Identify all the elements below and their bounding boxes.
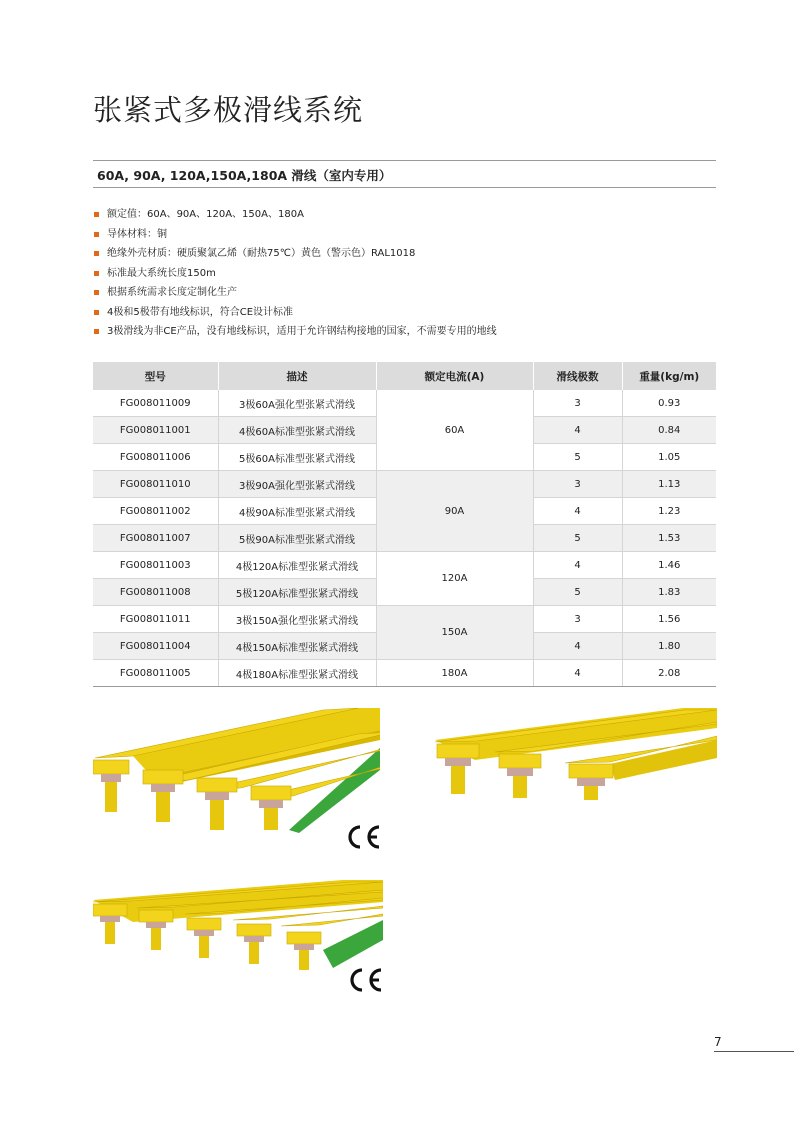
cell-weight: 1.46 [622, 552, 716, 579]
cell-poles: 4 [533, 417, 622, 444]
feature-item [93, 283, 497, 303]
bullet-icon [94, 271, 99, 276]
cell-weight: 2.08 [622, 660, 716, 687]
feature-item [93, 322, 497, 342]
feature-text: 4极和5极带有地线标识，符合CE设计标准 [107, 306, 294, 318]
cell-poles: 3 [533, 606, 622, 633]
cell-poles: 5 [533, 525, 622, 552]
feature-item [93, 225, 497, 245]
bullet-icon [94, 329, 99, 334]
spec-table [93, 362, 716, 687]
cell-poles: 3 [533, 390, 622, 417]
cell-weight: 1.13 [622, 471, 716, 498]
rail-4pole-image [93, 708, 380, 833]
table-row [93, 552, 716, 579]
cell-desc: 4极90A标准型张紧式滑线 [218, 498, 376, 525]
cell-weight: 0.93 [622, 390, 716, 417]
cell-model: FG008011008 [93, 579, 218, 606]
feature-item [93, 244, 497, 264]
feature-text: 绝缘外壳材质：硬质聚氯乙烯（耐热75℃）黄色（警示色）RAL1018 [107, 248, 416, 259]
cell-weight: 0.84 [622, 417, 716, 444]
cell-current: 120A [376, 552, 533, 606]
cell-desc: 4极60A标准型张紧式滑线 [218, 417, 376, 444]
table-row [93, 471, 716, 498]
cell-model: FG008011003 [93, 552, 218, 579]
bullet-icon [94, 232, 99, 237]
feature-text: 额定值：60A、90A、120A、150A、180A [107, 209, 304, 220]
cell-weight: 1.56 [622, 606, 716, 633]
page-number: 7 [714, 1035, 722, 1049]
bullet-icon [94, 310, 99, 315]
cell-desc: 5极120A标准型张紧式滑线 [218, 579, 376, 606]
cell-poles: 4 [533, 552, 622, 579]
page-title: 张紧式多极滑线系统 [93, 93, 364, 127]
cell-model: FG008011010 [93, 471, 218, 498]
cell-weight: 1.23 [622, 498, 716, 525]
cell-weight: 1.83 [622, 579, 716, 606]
feature-item [93, 205, 497, 225]
cell-desc: 4极180A标准型张紧式滑线 [218, 660, 376, 687]
cell-desc: 3极60A强化型张紧式滑线 [218, 390, 376, 417]
feature-list [93, 205, 497, 342]
cell-desc: 3极90A强化型张紧式滑线 [218, 471, 376, 498]
feature-item [93, 303, 497, 323]
bullet-icon [94, 290, 99, 295]
cell-desc: 5极90A标准型张紧式滑线 [218, 525, 376, 552]
rail-3pole-image [435, 708, 717, 800]
cell-model: FG008011011 [93, 606, 218, 633]
feature-text: 3极滑线为非CE产品，没有地线标识，适用于允许钢结构接地的国家，不需要专用的地线 [107, 326, 497, 337]
cell-model: FG008011001 [93, 417, 218, 444]
cell-poles: 4 [533, 633, 622, 660]
col-header-desc: 描述 [218, 362, 376, 390]
cell-current: 150A [376, 606, 533, 660]
table-header-row [93, 362, 716, 390]
cell-current: 180A [376, 660, 533, 687]
section-header-bar [93, 160, 716, 188]
col-header-weight: 重量(kg/m) [622, 362, 716, 390]
cell-poles: 3 [533, 471, 622, 498]
cell-poles: 5 [533, 579, 622, 606]
cell-weight: 1.80 [622, 633, 716, 660]
cell-model: FG008011009 [93, 390, 218, 417]
section-subtitle: 60A, 90A, 120A,150A,180A 滑线（室内专用） [97, 168, 392, 183]
table-row [93, 660, 716, 687]
cell-poles: 4 [533, 498, 622, 525]
cell-desc: 4极150A标准型张紧式滑线 [218, 633, 376, 660]
col-header-model: 型号 [93, 362, 218, 390]
cell-poles: 5 [533, 444, 622, 471]
ce-mark-icon [346, 967, 384, 993]
cell-weight: 1.53 [622, 525, 716, 552]
rail-5pole-image [93, 880, 383, 972]
bullet-icon [94, 212, 99, 217]
cell-desc: 5极60A标准型张紧式滑线 [218, 444, 376, 471]
col-header-current: 额定电流(A) [376, 362, 533, 390]
cell-weight: 1.05 [622, 444, 716, 471]
cell-model: FG008011002 [93, 498, 218, 525]
cell-desc: 4极120A标准型张紧式滑线 [218, 552, 376, 579]
cell-model: FG008011006 [93, 444, 218, 471]
col-header-poles: 滑线极数 [533, 362, 622, 390]
cell-model: FG008011004 [93, 633, 218, 660]
table-row [93, 390, 716, 417]
feature-text: 标准最大系统长度150m [107, 267, 216, 279]
cell-current: 60A [376, 390, 533, 471]
feature-item [93, 264, 497, 284]
cell-current: 90A [376, 471, 533, 552]
cell-desc: 3极150A强化型张紧式滑线 [218, 606, 376, 633]
bullet-icon [94, 251, 99, 256]
cell-model: FG008011007 [93, 525, 218, 552]
table-row [93, 606, 716, 633]
ce-mark-icon [344, 824, 382, 850]
feature-text: 导体材料：铜 [107, 228, 167, 240]
cell-poles: 4 [533, 660, 622, 687]
feature-text: 根据系统需求长度定制化生产 [107, 287, 237, 298]
page-number-rule [714, 1051, 794, 1052]
cell-model: FG008011005 [93, 660, 218, 687]
